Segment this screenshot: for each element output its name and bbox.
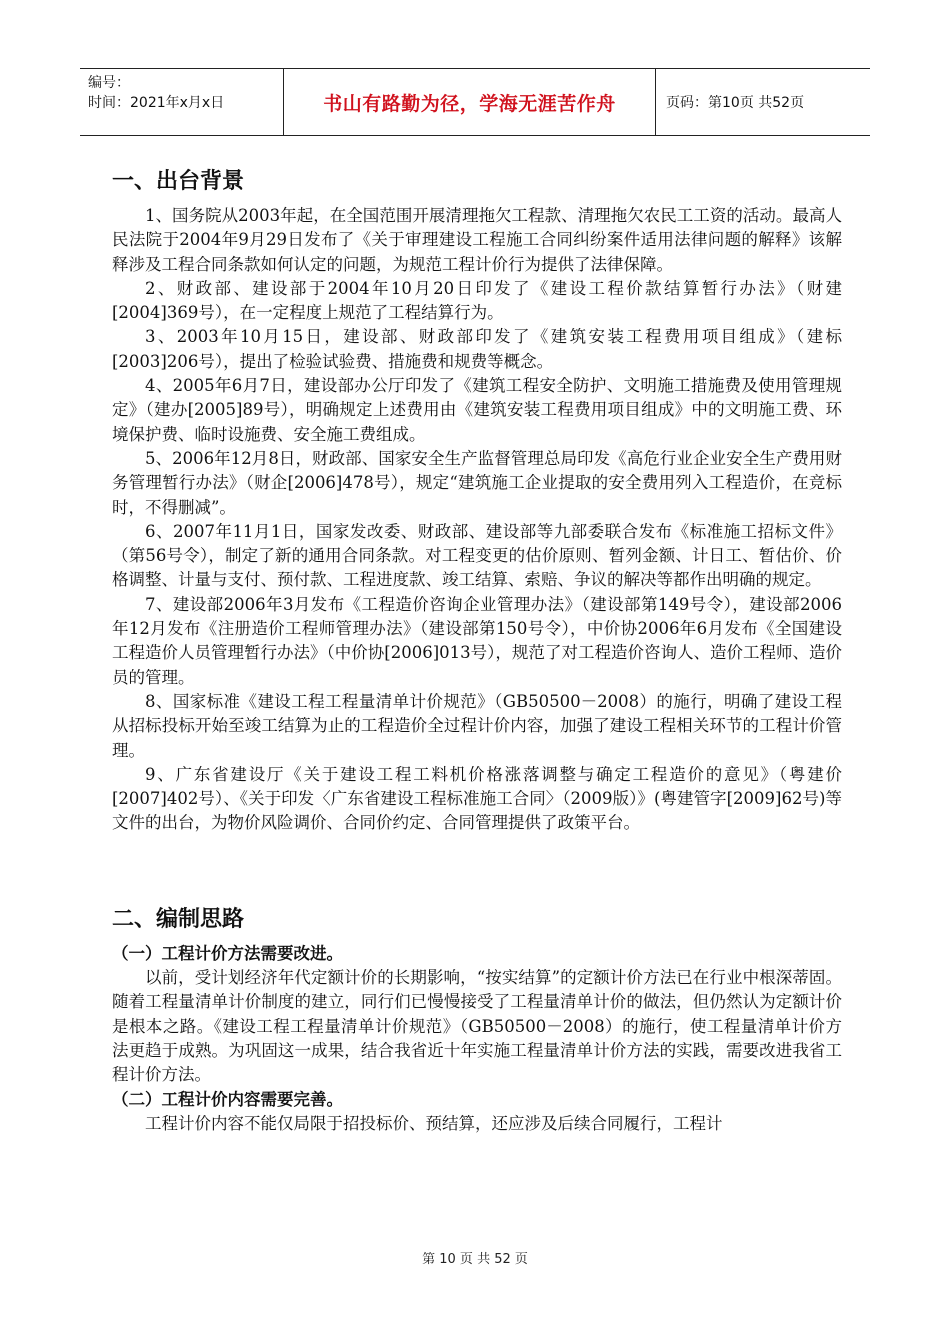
section-1-paragraph: 4、2005年6月7日，建设部办公厅印发了《建筑工程安全防护、文明施工措施费及使用管理规定》（建办[2005]89号），明确规定上述费用由《建筑安装工程费用项目组成》中的文明施工费、环境保护费、临时设施费、安全施工费组成。: [112, 376, 842, 444]
section-1-paragraph: 7、建设部2006年3月发布《工程造价咨询企业管理办法》（建设部第149号令），建设部2006年12月发布《注册造价工程师管理办法》（建设部第150号令），中价协2006年6月发布《全国建设工程造价人员管理暂行办法》（中价协[2006]013号），规范了对工程造价咨询人、造价工程师、造价员的管理。: [112, 594, 842, 687]
subsection-1-title: （一）工程计价方法需要改进。: [112, 943, 343, 963]
section-1-paragraph: 2、财政部、建设部于2004年10月20日印发了《建设工程价款结算暂行办法》（财建[2004]369号），在一定程度上规范了工程结算行为。: [112, 278, 842, 323]
section-gap: [112, 836, 842, 900]
header-table: [80, 68, 870, 136]
header-motto: 书山有路勤为径，学海无涯苦作舟: [284, 69, 656, 135]
header-meta: [80, 69, 284, 135]
section-1-paragraph: 1、国务院从2003年起，在全国范围开展清理拖欠工程款、清理拖欠农民工工资的活动。最高人民法院于2004年9月29日发布了《关于审理建设工程施工合同纠纷案件适用法律问题的解释》该解释涉及工程合同条款如何认定的问题，为规范工程计价行为提供了法律保障。: [112, 206, 842, 274]
document-body: [112, 162, 842, 1136]
section-1-paragraph: 5、2006年12月8日，财政部、国家安全生产监督管理总局印发《高危行业企业安全生产费用财务管理暂行办法》（财企[2006]478号），规定“建筑施工企业提取的安全费用列入工程造价，在竞标时，不得删减”。: [112, 448, 842, 517]
header-page-info: 页码：第10页 共52页: [666, 95, 805, 111]
date-label: 时间：2021年x月x日: [88, 95, 225, 111]
number-label: 编号：: [88, 75, 130, 91]
page-footer: 第 10 页 共 52 页: [422, 1252, 528, 1267]
section-1-title: 一、出台背景: [112, 169, 245, 194]
section-1-paragraph: 8、国家标准《建设工程工程量清单计价规范》（GB50500－2008）的施行，明确了建设工程从招标投标开始至竣工结算为止的工程造价全过程计价内容，加强了建设工程相关环节的工程计价管理。: [112, 691, 842, 760]
section-2-title: 二、编制思路: [112, 906, 245, 932]
section-1-paragraph: 9、广东省建设厅《关于建设工程工料机价格涨落调整与确定工程造价的意见》（粤建价[2007]402号）、《关于印发〈广东省建设工程标准施工合同〉（2009版）》(粤建管字[2009]62号)等文件的出台，为物价风险调价、合同价约定、合同管理提供了政策平台。: [112, 764, 842, 833]
subsection-2-text: 工程计价内容不能仅局限于招投标价、预结算，还应涉及后续合同履行，工程计: [145, 1113, 723, 1133]
section-1-paragraph: 3、2003年10月15日，建设部、财政部印发了《建筑安装工程费用项目组成》（建标[2003]206号），提出了检验试验费、措施费和规费等概念。: [112, 327, 842, 371]
section-1-paragraph: 6、2007年11月1日，国家发改委、财政部、建设部等九部委联合发布《标准施工招标文件》（第56号令），制定了新的通用合同条款。对工程变更的估价原则、暂列金额、计日工、暂估价、价格调整、计量与支付、预付款、工程进度款、竣工结算、索赔、争议的解决等都作出明确的规定。: [112, 521, 842, 590]
subsection-1-text: 以前，受计划经济年代定额计价的长期影响，“按实结算”的定额计价方法已在行业中根深蒂固。随着工程量清单计价制度的建立，同行们已慢慢接受了工程量清单计价的做法，但仍然认为定额计价是根本之路。《建设工程工程量清单计价规范》（GB50500－2008）的施行，使工程量清单计价方法更趋于成熟。为巩固这一成果，结合我省近十年实施工程量清单计价方法的实践，需要改进我省工程计价方法。: [112, 968, 842, 1085]
subsection-2-title: （二）工程计价内容需要完善。: [112, 1089, 343, 1109]
